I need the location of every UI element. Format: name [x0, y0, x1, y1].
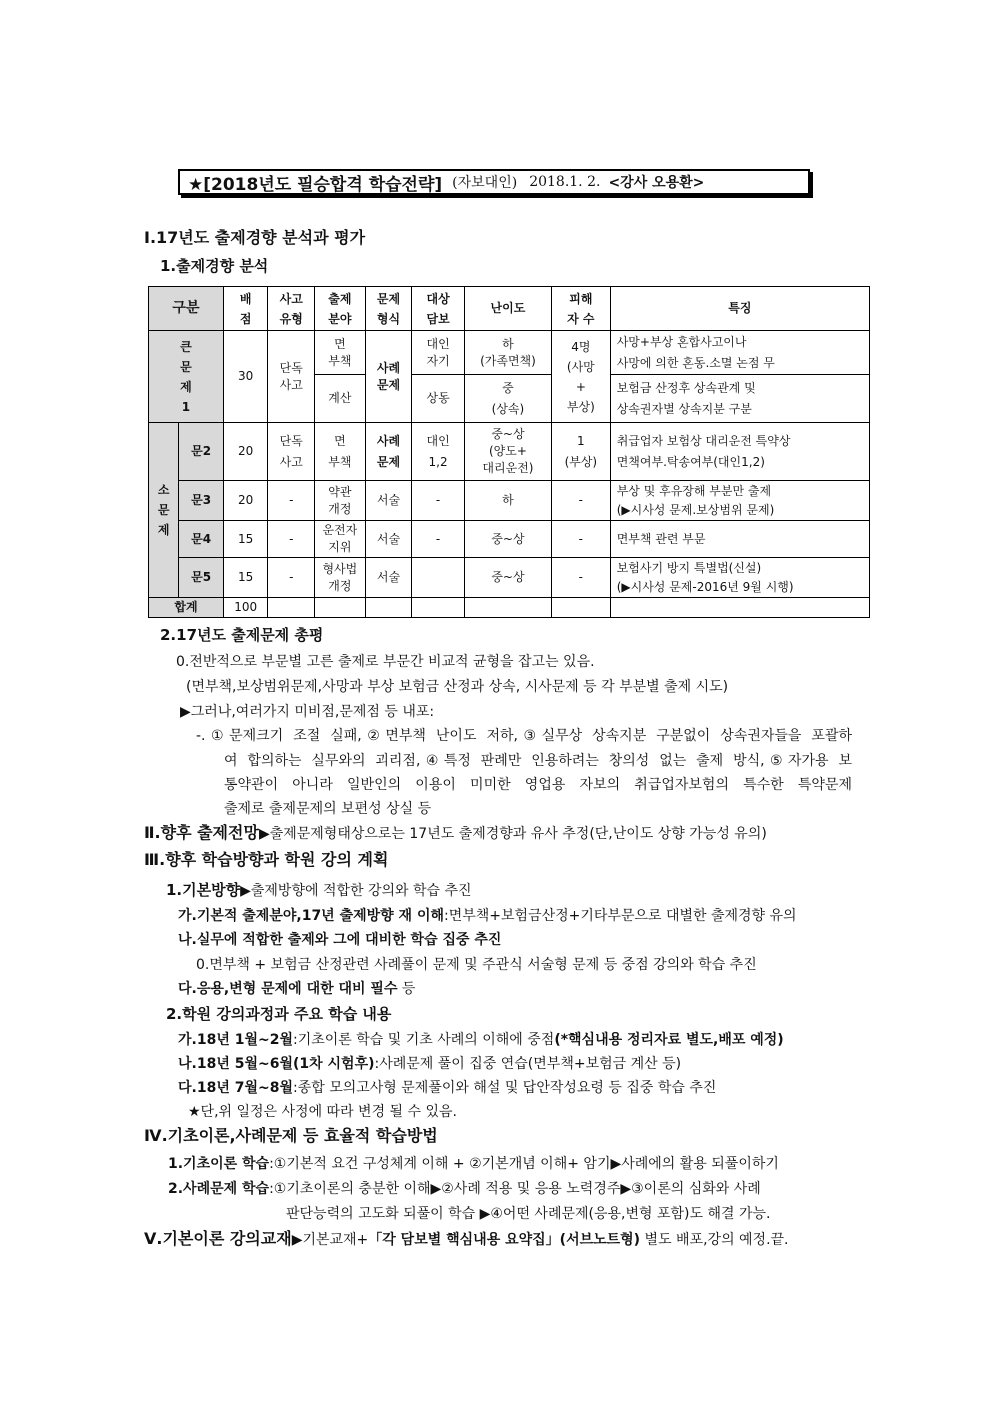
title-date: 2018.1. 2. [529, 174, 601, 190]
section1-sub2: 2.17년도 출제문제 총평 [160, 626, 324, 644]
section2 [144, 823, 767, 844]
header-accident: 사고 유형 [268, 287, 315, 331]
s3-da [178, 979, 415, 999]
header-qtype: 문제 형식 [365, 287, 412, 331]
header-target: 대상 담보 [412, 287, 465, 331]
title-main: ★[2018년도 필승합격 학습전략] [188, 174, 443, 195]
row-no: 문2 [179, 423, 224, 481]
row-difficulty: 하 [464, 481, 551, 521]
row-features: 면부책 관련 부문 [610, 521, 869, 558]
s3-na: 나.실무에 적합한 출제와 그에 대비한 학습 집중 추진 [178, 932, 502, 948]
s4-method-2 [168, 1179, 761, 1199]
review-p7: 출제로 출제문제의 보편성 상실 등 [224, 801, 432, 817]
big-victims: 4명 (사망 + 부상) [551, 331, 610, 423]
big-area2: 계산 [315, 375, 366, 423]
row-qtype: 서술 [365, 558, 412, 598]
total-label: 합계 [149, 598, 224, 618]
row-area: 면 부책 [315, 423, 366, 481]
section5-heading: Ⅴ.기본이론 강의교재 [144, 1229, 292, 1248]
s3-ga-head: 가.기본적 출제분야,17년 출제방향 재 이해 [178, 908, 444, 924]
big-problem-label: 큰 문 제 1 [149, 331, 224, 423]
header-features: 특징 [610, 287, 869, 331]
table-row-big1a [149, 331, 870, 375]
row-victims: - [551, 558, 610, 598]
s3-l1-bold: (*핵심내용 정리자료 별도,배포 예정) [554, 1032, 784, 1048]
s3-l3-text: :종합 모의고사형 문제풀이와 해설 및 답안작성요령 등 집중 학습 추진 [292, 1080, 717, 1096]
s3-note: ★단,위 일정은 사정에 따라 변경 될 수 있음. [188, 1104, 457, 1120]
section2-heading: Ⅱ.향후 출제전망 [144, 823, 259, 842]
row-qtype: 서술 [365, 481, 412, 521]
row-target: 대인 1,2 [412, 423, 465, 481]
s3-l1-head: 가.18년 1월~2월 [178, 1032, 293, 1048]
header-score: 배 점 [223, 287, 268, 331]
row-target [412, 558, 465, 598]
s4-m1-text: :①기본적 요건 구성체계 이해 + ②기본개념 이해+ 암기▶사례에의 활용 되풀이하기 [269, 1156, 779, 1172]
big-diff2: 중 (상속) [464, 375, 551, 423]
small-problem-label: 소 문 제 [149, 423, 179, 598]
row-score: 20 [223, 481, 268, 521]
section1-heading: Ⅰ.17년도 출제경향 분석과 평가 [144, 228, 366, 247]
table-row [149, 481, 870, 521]
table-total-row [149, 598, 870, 618]
row-victims: - [551, 481, 610, 521]
row-features: 보험사기 방지 특별법(신설) (▶시사성 문제-2016년 9월 시행) [610, 558, 869, 598]
section4-heading: Ⅳ.기초이론,사례문제 등 효율적 학습방법 [144, 1126, 438, 1145]
row-area: 형사법 개정 [315, 558, 366, 598]
review-p5: 여 합의하는 실무와의 괴리점,④특정 판례만 인용하려는 창의성 없는 출제 방식,⑤자가용 보 [224, 753, 852, 769]
row-target: - [412, 521, 465, 558]
section1-sub1: 1.출제경향 분석 [160, 257, 269, 275]
s3-basic-direction [166, 880, 472, 901]
s3-na-sub: 0.면부책 + 보험금 산정관련 사례풀이 문제 및 주관식 서술형 문제 등 중점 강의와 학습 추진 [196, 957, 757, 973]
s3-da-head: 다.응용,변형 문제에 대한 대비 필수 [178, 981, 398, 997]
big-target1: 대인 자기 [412, 331, 465, 375]
row-no: 문4 [179, 521, 224, 558]
s3-lecture-3 [178, 1078, 716, 1098]
s3-lecture-2 [178, 1054, 681, 1074]
header-victims: 피해 자 수 [551, 287, 610, 331]
row-features: 부상 및 후유장해 부분만 출제 (▶시사성 문제.보상범위 문제) [610, 481, 869, 521]
s3-lecture-head: 2.학원 강의과정과 주요 학습 내용 [166, 1005, 392, 1023]
section5 [144, 1229, 789, 1250]
s4-m2-text2: 판단능력의 고도화 되풀이 학습 ▶④어떤 사례문제(응용,변형 포함)도 해결 가능. [286, 1206, 771, 1222]
row-target: - [412, 481, 465, 521]
table-row [149, 423, 870, 481]
s4-m2-text: :①기초이론의 충분한 이해▶②사례 적용 및 응용 노력경주▶③이론의 심화와 사례 [269, 1181, 761, 1197]
table-row [149, 521, 870, 558]
review-p2: (면부책,보상범위문제,사망과 부상 보험금 산정과 상속, 시사문제 등 각 부분별 출제 시도) [186, 679, 729, 695]
row-area: 운전자 지위 [315, 521, 366, 558]
row-no: 문3 [179, 481, 224, 521]
big-feat2: 보험금 산정후 상속관계 및 상속권자별 상속지분 구분 [610, 375, 869, 423]
review-p4: -.①문제크기 조절 실패,②면부책 난이도 저하,③실무상 상속지분 구분없이 상속권자들을 포괄하 [196, 728, 852, 744]
row-area: 약관 개정 [315, 481, 366, 521]
s3-ga [178, 906, 797, 926]
s3-ga-text: :면부책+보험금산정+기타부문으로 대별한 출제경향 유의 [444, 908, 797, 924]
row-difficulty: 중~상 [464, 521, 551, 558]
big-accident: 단독 사고 [268, 331, 315, 423]
table-row [149, 558, 870, 598]
s3-l2-head: 나.18년 5월~6월(1차 시험후) [178, 1056, 375, 1072]
section2-text: ▶출제문제형태상으로는 17년도 출제경향과 유사 추정(단,난이도 상향 가능성 유의) [258, 826, 767, 842]
s3-da-text: 등 [397, 981, 416, 997]
s3-lecture-1 [178, 1030, 784, 1050]
s3-l3-head: 다.18년 7월~8월 [178, 1080, 293, 1096]
row-features: 취급업자 보험상 대리운전 특약상 면책여부.탁송여부(대인1,2) [610, 423, 869, 481]
big-feat1: 사망+부상 혼합사고이나 사망에 의한 혼동.소멸 논점 무 [610, 331, 869, 375]
review-p6: 통약관이 아니라 일반인의 이용이 미미한 영업용 자보의 취급업자보험의 특수한 특약문제 [224, 777, 852, 793]
row-score: 20 [223, 423, 268, 481]
big-score: 30 [223, 331, 268, 423]
header-gubun: 구분 [149, 287, 224, 331]
row-accident: - [268, 521, 315, 558]
row-accident: - [268, 481, 315, 521]
row-difficulty: 중~상 [464, 558, 551, 598]
row-accident: - [268, 558, 315, 598]
row-no: 문5 [179, 558, 224, 598]
row-difficulty: 중~상 (양도+ 대리운전) [464, 423, 551, 481]
s3-basic-head: 1.기본방향 [166, 881, 241, 899]
section5-text1: ▶기본교재+ [291, 1232, 369, 1248]
row-score: 15 [223, 521, 268, 558]
header-difficulty: 난이도 [464, 287, 551, 331]
s4-method-1 [168, 1154, 779, 1174]
total-score: 100 [223, 598, 268, 618]
section5-text-bold: 「각 담보별 핵심내용 요약집」(서브노트형) [368, 1232, 641, 1248]
big-qtype: 사례 문제 [365, 331, 412, 423]
document-title [178, 169, 810, 195]
title-subject: (자보대인) [452, 175, 518, 191]
row-qtype: 서술 [365, 521, 412, 558]
review-p1: 0.전반적으로 부문별 고른 출제로 부문간 비교적 균형을 잡고는 있음. [176, 654, 595, 670]
title-instructor: <강사 오용환> [608, 175, 705, 191]
exam-analysis-table [148, 286, 870, 618]
section5-text2: 별도 배포,강의 예정.끝. [640, 1232, 789, 1248]
row-qtype: 사례 문제 [365, 423, 412, 481]
table-header-row [149, 287, 870, 331]
row-score: 15 [223, 558, 268, 598]
row-victims: - [551, 521, 610, 558]
review-p3: ▶그러나,여러가지 미비점,문제점 등 내포: [180, 704, 435, 720]
s3-l2-text: :사례문제 풀이 집중 연습(면부책+보험금 계산 등) [374, 1056, 682, 1072]
s4-m2-head: 2.사례문제 학습 [168, 1181, 270, 1197]
big-diff1: 하 (가족면책) [464, 331, 551, 375]
row-victims: 1 (부상) [551, 423, 610, 481]
s4-m1-head: 1.기초이론 학습 [168, 1156, 270, 1172]
section3-heading: Ⅲ.향후 학습방향과 학원 강의 계획 [144, 850, 389, 869]
s3-l1-text: :기초이론 학습 및 기초 사례의 이해에 중점 [292, 1032, 555, 1048]
big-area1: 면 부책 [315, 331, 366, 375]
big-target2: 상동 [412, 375, 465, 423]
header-area: 출제 분야 [315, 287, 366, 331]
s3-basic-text: ▶출제방향에 적합한 강의와 학습 추진 [240, 883, 472, 899]
row-accident: 단독 사고 [268, 423, 315, 481]
